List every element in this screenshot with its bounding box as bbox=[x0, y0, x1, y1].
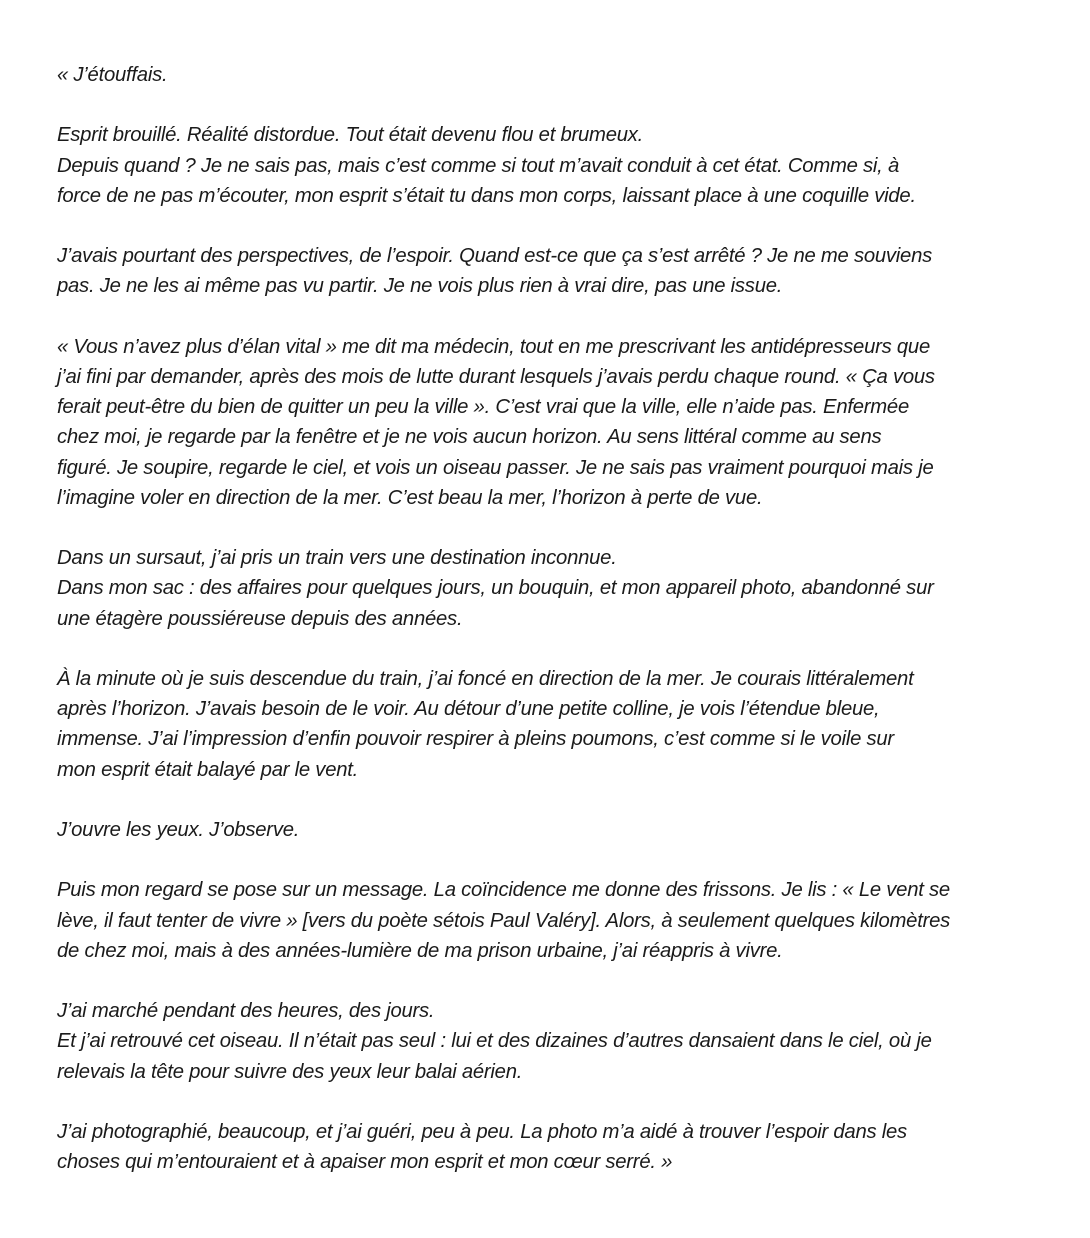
text-line: immense. J’ai l’impression d’enfin pouvoir respirer à pleins poumons, c’est comme si le voile sur bbox=[57, 728, 894, 751]
text-line: j’ai fini par demander, après des mois de lutte durant lesquels j’avais perdu chaque round. « Ça vous bbox=[57, 365, 935, 388]
text-line: Et j’ai retrouvé cet oiseau. Il n’était pas seul : lui et des dizaines d’autres dansaient dans le ciel, où je bbox=[57, 1030, 932, 1053]
paragraph-1 bbox=[57, 60, 1047, 90]
story-text bbox=[57, 60, 1047, 1208]
text-line: choses qui m’entouraient et à apaiser mon esprit et mon cœur serré. » bbox=[57, 1151, 673, 1174]
paragraph-8 bbox=[57, 875, 1047, 966]
text-line: l’imagine voler en direction de la mer. C’est beau la mer, l’horizon à perte de vue. bbox=[57, 486, 763, 509]
paragraph-3 bbox=[57, 241, 1047, 301]
paragraph-10 bbox=[57, 1117, 1047, 1177]
text-line: J’avais pourtant des perspectives, de l’espoir. Quand est-ce que ça s’est arrêté ? Je ne me souviens bbox=[57, 245, 932, 268]
text-line: J’ai marché pendant des heures, des jours. bbox=[57, 1000, 435, 1023]
paragraph-5 bbox=[57, 543, 1047, 634]
text-line: « Vous n’avez plus d’élan vital » me dit ma médecin, tout en me prescrivant les antidépresseurs que bbox=[57, 335, 930, 358]
text-line: mon esprit était balayé par le vent. bbox=[57, 758, 359, 781]
text-line: Dans mon sac : des affaires pour quelques jours, un bouquin, et mon appareil photo, abandonné sur bbox=[57, 577, 934, 600]
text-line: après l’horizon. J’avais besoin de le voir. Au détour d’une petite colline, je vois l’étendue bleue, bbox=[57, 698, 880, 721]
text-line: Esprit brouillé. Réalité distordue. Tout était devenu flou et brumeux. bbox=[57, 124, 644, 147]
text-line: chez moi, je regarde par la fenêtre et je ne vois aucun horizon. Au sens littéral comme au sens bbox=[57, 426, 882, 449]
text-line: Dans un sursaut, j’ai pris un train vers une destination inconnue. bbox=[57, 547, 617, 570]
paragraph-4 bbox=[57, 332, 1047, 513]
paragraph-6 bbox=[57, 664, 1047, 785]
text-line: lève, il faut tenter de vivre » [vers du poète sétois Paul Valéry]. Alors, à seulement quelques kilomètres bbox=[57, 909, 951, 932]
text-line: « J’étouffais. bbox=[57, 64, 168, 86]
paragraph-2 bbox=[57, 120, 1047, 211]
text-line: J’ai photographié, beaucoup, et j’ai guéri, peu à peu. La photo m’a aidé à trouver l’espoir dans les bbox=[57, 1120, 907, 1143]
text-line: pas. Je ne les ai même pas vu partir. Je ne vois plus rien à vrai dire, pas une issue. bbox=[57, 275, 783, 298]
paragraph-7 bbox=[57, 815, 1047, 845]
text-line: Puis mon regard se pose sur un message. La coïncidence me donne des frissons. Je lis : « Le vent se bbox=[57, 879, 950, 902]
text-line: relevais la tête pour suivre des yeux leur balai aérien. bbox=[57, 1060, 523, 1083]
text-line: figuré. Je soupire, regarde le ciel, et vois un oiseau passer. Je ne sais pas vraiment pourquoi mais je bbox=[57, 456, 934, 479]
text-line: J’ouvre les yeux. J’observe. bbox=[57, 818, 300, 841]
text-line: une étagère poussiéreuse depuis des années. bbox=[57, 607, 463, 630]
text-line: force de ne pas m’écouter, mon esprit s’était tu dans mon corps, laissant place à une coquille vide. bbox=[57, 184, 916, 207]
text-line: de chez moi, mais à des années-lumière de ma prison urbaine, j’ai réappris à vivre. bbox=[57, 939, 783, 962]
text-line: ferait peut-être du bien de quitter un peu la ville ». C’est vrai que la ville, elle n’aide pas. Enfermée bbox=[57, 396, 909, 419]
text-line: À la minute où je suis descendue du train, j’ai foncé en direction de la mer. Je courais littéralement bbox=[57, 667, 914, 690]
text-line: Depuis quand ? Je ne sais pas, mais c’est comme si tout m’avait conduit à cet état. Comme si, à bbox=[57, 154, 899, 177]
paragraph-9 bbox=[57, 996, 1047, 1087]
